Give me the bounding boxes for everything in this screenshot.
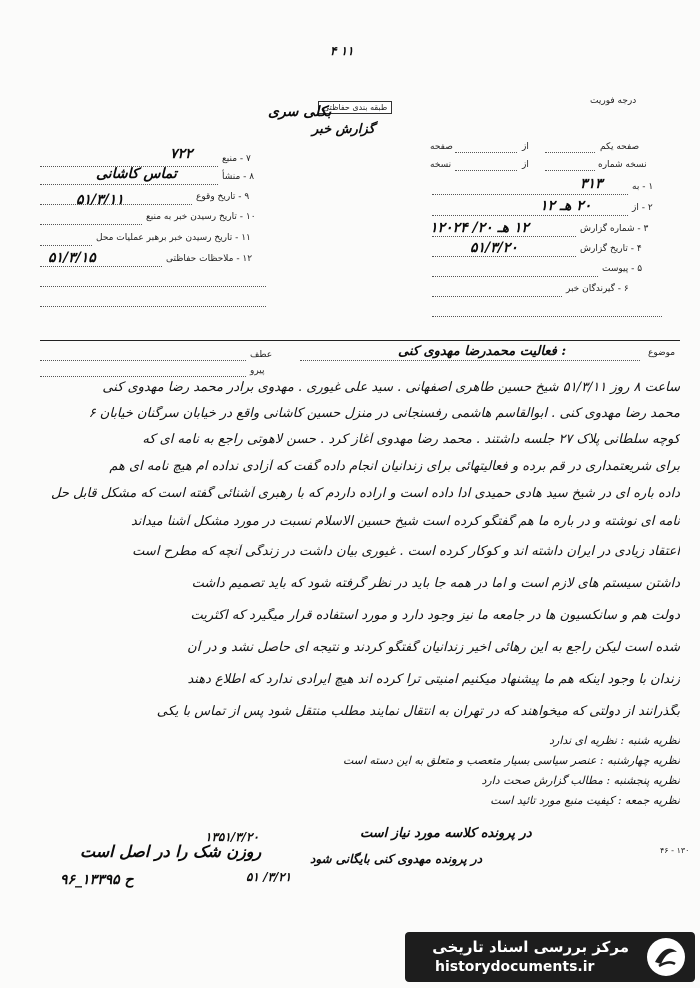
field7-value: ۷۲۲ [170,146,193,162]
top-marks: ۴ ۱۱ [330,44,354,58]
page-from: از [522,142,529,152]
archive-right: ۵۱ /۳/۲۱ [246,870,292,884]
archive-left: ۹۶_۱۳۳۹۵ ح [60,872,134,888]
priority-label: درجه فوریت [590,96,637,106]
body-line: ساعت ۸ روز ۵۱/۳/۱۱ شیخ حسین طاهری اصفهانی . سید علی غیوری . مهدوی برادر محمد رضا مهدوی کنی [102,380,680,395]
classification-value: بکلی سری [268,104,332,120]
field2-label: ۲ - از [632,203,653,213]
field11-label: ۱۱ - تاریخ رسیدن خبر برهبر عملیات محل [96,233,251,243]
archive-logo [405,932,695,982]
copy-label: نسخه شماره [598,160,647,170]
field2-value: ۲۰ هـ ۱۲ [540,198,592,214]
body-line: نظریه شنبه : نظریه ای ندارد [549,734,680,747]
field9-value: ۵۱/۳/۱۱ [76,192,124,208]
source-note: در پرونده کلاسه مورد نیاز است [360,826,532,841]
body-line: نظریه پنجشنبه : مطالب گزارش صحت دارد [481,774,680,787]
field5-label: ۵ - پیوست [602,264,643,274]
field3-value: ۱۲ هـ ۲۰/ ۱۲۰۲۴ [430,220,529,236]
field9-label: ۹ - تاریخ وقوع [196,192,250,202]
field10-label: ۱۰ - تاریخ رسیدن خبر به منبع [146,212,256,222]
copy-from: از [522,160,529,170]
body-line: داده باره ای در شیخ سید هادی حمیدی ادا داده است و اراده داردم که با رهبری آشنائی گفته است که مشکل قابل حل [50,486,680,501]
field8-label: ۸ - منشأ [222,172,255,182]
subject-label: موضوع [648,348,676,358]
side-number: ۴۶ - ۱۳۰ [660,846,690,855]
field4-label: ۴ - تاریخ گزارش [580,244,642,254]
signature-left: روزن شک را در اصل است [80,842,262,861]
page-unit: صفحه [430,142,453,152]
field1-value: ۳۱۳ [580,176,603,192]
body-line: برای شریعتمداری در قم برده و فعالیتهائی برای زندانیان انجام داده گفت که آزادی نداده ام هیچ نامه ای هم [109,459,680,474]
copy-unit: نسخه [430,160,452,170]
report-title: گزارش خبر [312,122,375,137]
body-line: نظریه جمعه : کیفیت منبع مورد تائید است [490,794,680,807]
body-line: داشتن سیستم های لازم است و اما در همه جا باید در نظر گرفته شود که باید تصمیم داشت [191,576,680,591]
body-line: نظریه چهارشنبه : عنصر سیاسی بسیار متعصب و متعلق به این دسته است [342,754,680,767]
body-line: دولت هم و سانکسیون ها در جامعه ما نیز وجود دارد و مورد استفاده قرار میگیرد که اکثریت [190,608,680,623]
field8-value: تماس کاشانی [96,166,177,182]
field7-label: ۷ - منبع [222,154,251,164]
signature-right: در پرونده مهدوی کنی بایگانی شود [310,852,483,866]
header-divider [40,340,680,341]
field12-label: ۱۲ - ملاحظات حفاظتی [166,254,253,264]
logo-url: historydocuments.ir [435,959,595,975]
subject-value: : فعالیت محمدرضا مهدوی کنی [398,344,567,359]
body-line: کوچه سلطانی پلاک ۲۷ جلسه داشتند . محمد رضا مهدوی آغاز کرد . حسن لاهوتی راجع به نامه ای که [142,432,680,447]
field6-label: ۶ - گیرندگان خبر [566,284,629,294]
field4-value: ۵۱/۳/۲۰ [470,240,518,256]
body-line: نامه ای نوشته و در باره ما هم گفتگو کرده است شیخ حسین الاسلام نسبت در مورد مشکل آشنا میداند [130,514,680,529]
field12-value: ۵۱/۳/۱۵ [48,250,96,266]
atf-label: عطف [250,350,273,360]
field3-label: ۳ - شماره گزارش [580,224,649,234]
body-line: زندان با وجود اینکه هم ما پیشنهاد میکنیم امنیتی ترا کرده اند هیچ ایرادی ندارد که اطلاع دهند [187,672,680,687]
field1-label: ۱ - به [632,182,654,192]
logo-title: مرکز بررسی اسناد تاریخی [432,938,629,956]
date-left: ۱۳۵۱/۳/۲۰ [205,830,259,844]
body-line: بگذرانند از دولتی که میخواهند که در تهران به انتقال نمایند مطلب منتقل شود پس از تماس با یکی [156,704,680,719]
body-line: شده است لیکن راجع به این رهائی اخیر زندانیان گفتگو کردند و نتیجه ای حاصل نشد و در آن [187,640,680,655]
classification-label: طبقه بندی حفاظتی [318,101,392,114]
peyro-label: پیرو [250,366,265,376]
body-line: محمد رضا مهدوی کنی . ابوالقاسم هاشمی رفسنجانی در منزل حسین کاشانی واقع در خیابان سرگنان خیابان ۶ [88,406,680,421]
logo-emblem-icon [645,936,687,978]
body-line: اعتقاد زیادی در ایران داشته اند و کوکار کرده است . غیوری بیان داشت در زندگی آنچه که مطرح است [132,544,680,559]
page-label: صفحه یکم [600,142,640,152]
